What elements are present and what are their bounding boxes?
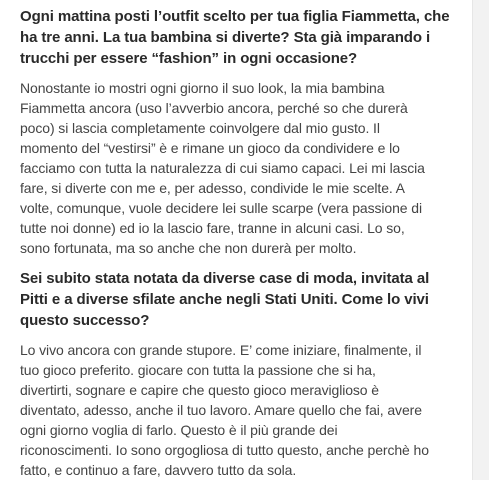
question-line: Sei subito stata notata da diverse case di moda, invitata al [20, 270, 430, 287]
answer-line: momento del “vestirsi” è e rimane un gioco da condividere e lo [20, 140, 400, 156]
answer-line: Lo vivo ancora con grande stupore. E’ come iniziare, finalmente, il [20, 342, 422, 358]
answer-line: riconoscimenti. Io sono orgogliosa di tutto questo, anche perchè ho [20, 442, 429, 458]
answer-line: diventato, adesso, anche il tuo lavoro. Amare quello che fai, avere [20, 402, 422, 418]
question-line: questo successo? [20, 312, 150, 329]
interview-question-1 [20, 6, 452, 69]
question-line: trucchi per essere “fashion” in ogni occasione? [20, 50, 358, 67]
article-body [20, 6, 452, 490]
answer-line: sono fortunata, ma so anche che non durerà per molto. [20, 240, 357, 256]
question-line: ha tre anni. La tua bambina si diverte? Sta già imparando i [20, 29, 431, 46]
interview-answer-2 [20, 340, 452, 480]
answer-line: tutte noi donne) ed io la lascio fare, tranne in alcuni casi. Lo so, [20, 220, 405, 236]
answer-line: poco) si lascia completamente coinvolgere dal mio gusto. Il [20, 120, 380, 136]
answer-line: facciamo con tutta la naturalezza di cui siamo capaci. Lei mi lascia [20, 160, 425, 176]
answer-line: Fiammetta ancora (uso l’avverbio ancora, perché so che durerà [20, 100, 408, 116]
interview-question-2 [20, 268, 452, 331]
answer-line: divertirti, sognare e capire che questo gioco meraviglioso è [20, 382, 379, 398]
answer-line: tuo gioco preferito. giocare con tutta la passione che si ha, [20, 362, 376, 378]
question-line: Pitti e a diverse sfilate anche negli Stati Uniti. Come lo vivi [20, 291, 429, 308]
answer-line: volte, comunque, vuole decidere lei sulle scarpe (vera passione di [20, 200, 422, 216]
answer-line: fatto, e continuo a fare, davvero tutto da sola. [20, 462, 297, 478]
answer-line: Nonostante io mostri ogni giorno il suo look, la mia bambina [20, 80, 385, 96]
scrollbar[interactable] [472, 0, 489, 480]
answer-line: fare, si diverte con me e, per adesso, condivide le mie scelte. A [20, 180, 405, 196]
question-line: Ogni mattina posti l’outfit scelto per tua figlia Fiammetta, che [20, 8, 450, 25]
interview-answer-1 [20, 78, 452, 258]
answer-line: ogni giorno voglia di farlo. Questo è il più grande dei [20, 422, 338, 438]
